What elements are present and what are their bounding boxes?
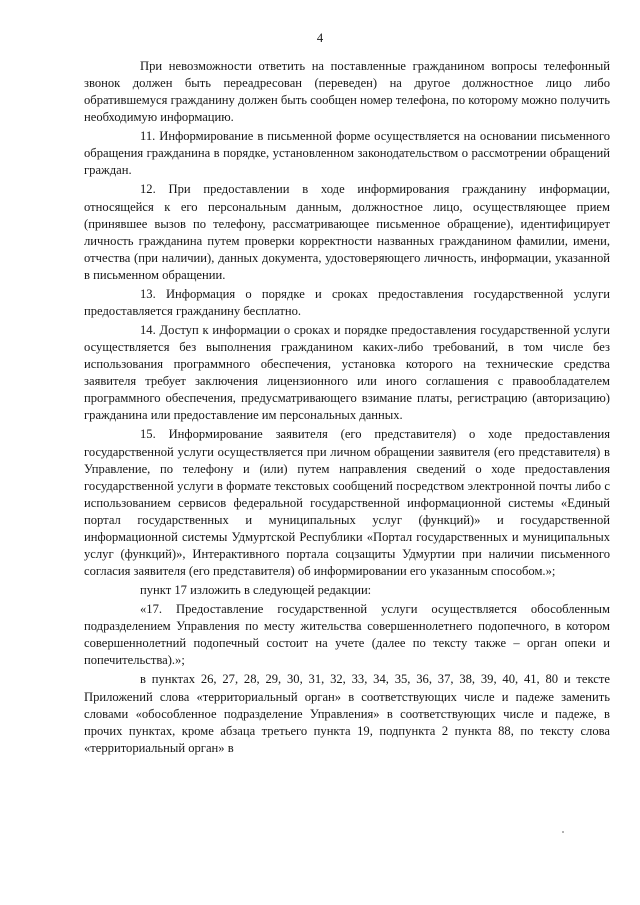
paragraph-item-12: 12. При предоставлении в ходе информирования гражданину информации, относящейся к его персональным данным, должностное лицо, осуществляющее прием (принявшее вызов по телефону, рассматривающее письменное обращение), идентифицирует личность гражданина путем проверки корректности названных гражданином фамилии, имени, отчества (при наличии), данных документа, удостоверяющего личность, информации, указанной в письменном обращении. [84,182,610,282]
paragraph-item-15: 15. Информирование заявителя (его представителя) о ходе предоставления государственной услуги осуществляется при личном обращении заявителя (его представителя) в Управление, по телефону и (или) путем направления сведений о ходе предоставления государственной услуги в формате текстовых сообщений посредством электронной почты либо с использованием сервисов федеральной государственной информационной системы «Единый портал государственных и муниципальных услуг (функций)» и государственной информационной системы Удмуртской Республики «Портал государственных и муниципальных услуг (функций)», Интерактивного портала соцзащиты Удмуртии при наличии письменного согласия заявителя (его представителя) об информировании его указанным способом.»; [84,427,610,579]
scan-speck [562,831,564,833]
paragraph-amend-17-intro: пункт 17 изложить в следующей редакции: [140,583,372,598]
paragraph-amend-points: в пунктах 26, 27, 28, 29, 30, 31, 32, 33, 34, 35, 36, 37, 38, 39, 40, 41, 80 и тексте Приложений слова «территориальный орган» в соответствующих числе и падеже заменить словами «обособленное подразделение Управления» в соответствующих числе и падеже, в прочих пунктах, кроме абзаца третьего пункта 19, подпункта 2 пункта 88, по тексту слова «территориальный орган» в [84,672,610,755]
paragraph-item-13: 13. Информация о порядке и сроках предоставления государственной услуги предоставляется гражданину бесплатно. [84,286,610,318]
paragraph-item-11: 11. Информирование в письменной форме осуществляется на основании письменного обращения гражданина в порядке, установленном законодательством о рассмотрении обращений граждан. [84,129,610,178]
document-body [84,58,610,757]
paragraph-item-14: 14. Доступ к информации о сроках и порядке предоставления государственной услуги осуществляется без выполнения гражданином каких-либо требований, в том числе без использования программного обеспечения, установка которого на технические средства заявителя требует заключения лицензионного или иного соглашения с правообладателем программного обеспечения, предусматривающего взимание платы, регистрацию (авторизацию) гражданина или предоставление им персональных данных. [84,322,610,423]
paragraph-item-17: «17. Предоставление государственной услуги осуществляется обособленным подразделением Управления по месту жительства совершеннолетнего подопечного, в котором совершеннолетний подопечный состоит на учете (далее по тексту также – орган опеки и попечительства).»; [84,602,610,668]
page-number: 4 [316,31,324,45]
paragraph-phone-redirect: При невозможности ответить на поставленные гражданином вопросы телефонный звонок должен быть переадресован (переведен) на другое должностное лицо либо обратившемуся гражданину должен быть сообщен номер телефона, по которому можно получить необходимую информацию. [84,59,610,125]
